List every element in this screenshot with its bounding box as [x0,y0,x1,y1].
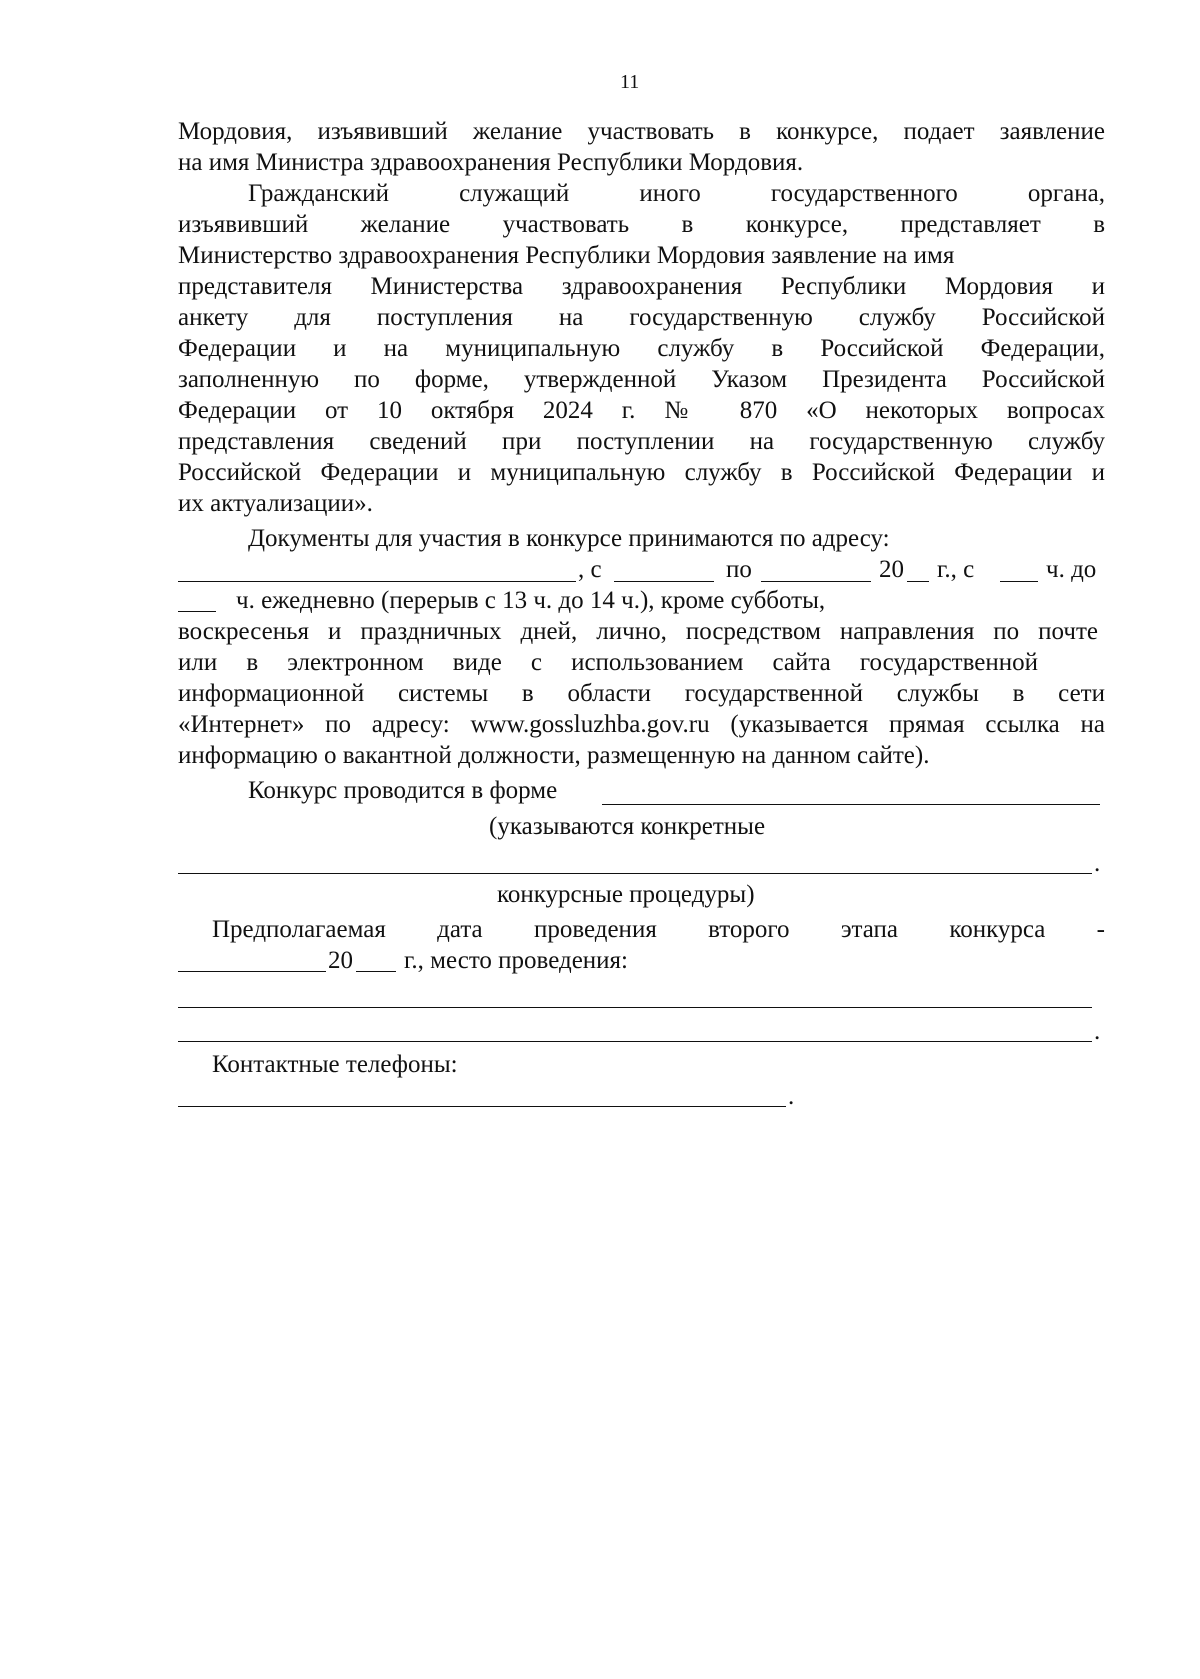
page-number: 11 [620,71,640,93]
paragraph-line: Гражданский служащий иного государственного органа, [248,180,1105,207]
period-mark: . [788,1083,795,1110]
contact-phones-blank [178,1106,786,1107]
place-blank-1 [178,1007,1092,1008]
date-to-blank [761,581,871,582]
paragraph-line: Предполагаемая дата проведения второго этапа конкурса - [212,916,1105,943]
year-prefix: 20 [879,556,904,583]
paragraph-line: Федерации и на муниципальную службу в Российской Федерации, [178,335,1105,362]
paragraph-line: Федерации от 10 октября 2024 г. № 870 «О некоторых вопросах [178,397,1105,424]
paragraph-line: представления сведений при поступлении на государственную службу [178,428,1105,455]
paragraph-line: информационной системы в области государственной службы в сети [178,680,1105,707]
period-mark: . [1094,850,1101,877]
second-stage-year-blank [356,971,396,972]
year-prefix: 20 [328,947,353,974]
second-stage-date-blank [178,971,326,972]
paragraph-line: на имя Министра здравоохранения Республики Мордовия. [178,149,804,176]
paragraph-line: «Интернет» по адресу: www.gossluzhba.gov.ru (указывается прямая ссылка на [178,711,1105,738]
hint-caption: конкурсные процедуры) [497,881,755,908]
place-blank-2 [178,1041,1092,1042]
date-from-blank [614,581,714,582]
place-label: г., место проведения: [404,947,628,974]
hour-from-blank [1000,581,1038,582]
paragraph-line: Мордовия, изъявивший желание участвовать в конкурсе, подает заявление [178,118,1105,145]
paragraph-line: анкету для поступления на государственную службу Российской [178,304,1105,331]
paragraph-line: ч. ежедневно (перерыв с 13 ч. до 14 ч.), кроме субботы, [236,587,826,614]
hour-to-blank [178,611,216,612]
paragraph-line: информацию о вакантной должности, размещенную на данном сайте). [178,742,930,769]
paragraph-line: Контактные телефоны: [212,1051,458,1078]
paragraph-line: воскресенья и праздничных дней, лично, посредством направления по почте [178,618,1098,645]
paragraph-line: изъявивший желание участвовать в конкурсе, представляет в [178,211,1105,238]
to-label: по [726,556,752,583]
address-blank [178,581,576,582]
procedures-blank [178,873,1092,874]
paragraph-line: Конкурс проводится в форме [248,777,558,804]
paragraph-line: заполненную по форме, утвержденной Указом Президента Российской [178,366,1105,393]
year-from-label: г., с [937,556,975,583]
hint-caption: (указываются конкретные [489,813,766,840]
paragraph-line: Российской Федерации и муниципальную службу в Российской Федерации и [178,459,1105,486]
hour-to-label: ч. до [1046,556,1097,583]
from-label: , с [578,556,602,583]
paragraph-line: их актуализации». [178,490,373,517]
contest-form-blank [602,804,1100,805]
paragraph-line: или в электронном виде с использованием сайта государственной [178,649,1038,676]
year-blank [907,581,929,582]
period-mark: . [1094,1018,1101,1045]
paragraph-line: Министерство здравоохранения Республики Мордовия заявление на имя [178,242,955,269]
paragraph-line: Документы для участия в конкурсе принимаются по адресу: [248,525,890,552]
paragraph-line: представителя Министерства здравоохранения Республики Мордовия и [178,273,1105,300]
